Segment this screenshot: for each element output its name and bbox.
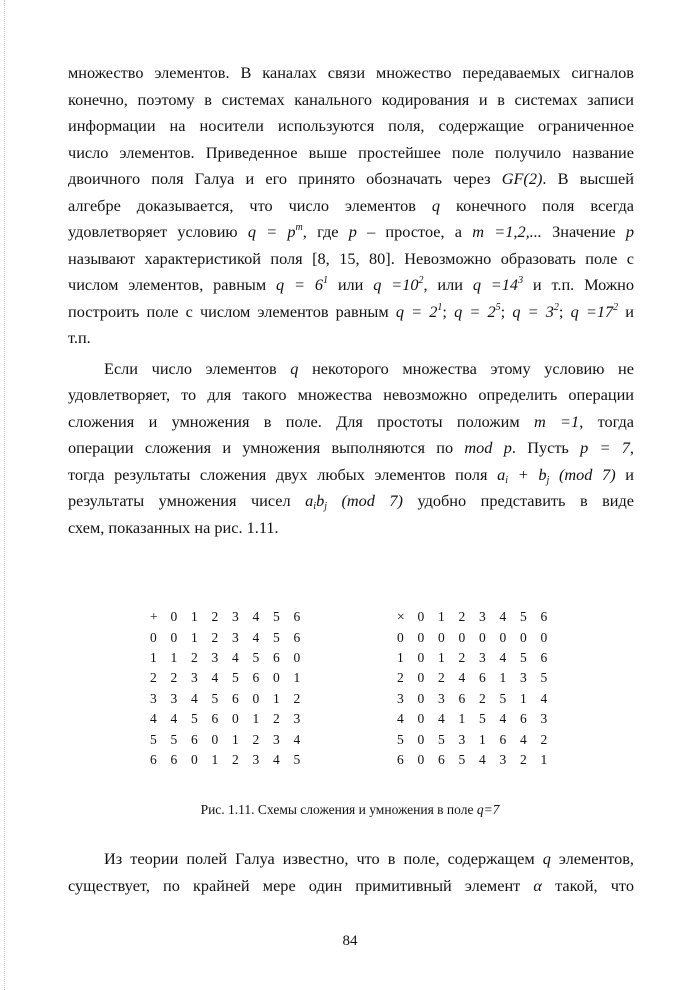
- table-cell: 5: [520, 609, 527, 625]
- table-cell: 2: [293, 690, 301, 706]
- text-line: число элементов. Приведенное выше простейшее поле получило название: [68, 142, 634, 162]
- table-cell: 5: [397, 731, 404, 747]
- table-cell: 5: [150, 731, 157, 747]
- table-cell: 0: [458, 629, 466, 645]
- table-cell: 1: [191, 629, 198, 645]
- table-cell: 0: [417, 731, 425, 747]
- table-cell: 5: [479, 711, 486, 727]
- table-cell: 6: [540, 649, 548, 665]
- table-row: [150, 648, 314, 668]
- table-cell: 5: [170, 731, 178, 747]
- table-cell: 0: [417, 609, 425, 625]
- table-cell: 5: [232, 670, 239, 686]
- table-cell: 2: [273, 711, 280, 727]
- formula: $q =14^3$: [472, 275, 524, 294]
- table-cell: 6: [479, 670, 486, 686]
- table-cell: 6: [458, 690, 466, 706]
- text-line: называют характеристикой поля [8, 15, 80]. Невозможно образовать поле с: [68, 248, 634, 268]
- formula: $a_ib_j$: [305, 491, 327, 512]
- table-cell: 2: [438, 670, 445, 686]
- table-cell: 3: [438, 690, 445, 706]
- addition-table: [150, 607, 314, 770]
- table-cell: 0: [499, 629, 507, 645]
- table-cell: 0: [417, 670, 425, 686]
- table-cell: 4: [520, 731, 527, 747]
- table-cell: 0: [150, 629, 157, 645]
- table-cell: 0: [479, 629, 486, 645]
- text-line: алгебре доказывается, что число элементов q конечного поля всегда: [68, 195, 634, 215]
- text-line: существует, по крайней мере один примитивный элемент α такой, что: [68, 875, 634, 895]
- table-cell: 0: [211, 731, 219, 747]
- formula: $q = p^m$: [247, 222, 303, 241]
- table-cell: 0: [520, 629, 527, 645]
- table-cell: 0: [293, 649, 301, 665]
- table-cell: 4: [458, 670, 466, 686]
- table-cell: 5: [252, 649, 260, 665]
- table-cell: 1: [170, 649, 178, 665]
- formula: m =1: [534, 411, 580, 431]
- formula: $q = 6^1$: [276, 275, 328, 294]
- table-cell: 3: [397, 690, 404, 706]
- formula: $q =10^2$: [373, 275, 424, 294]
- table-cell: 5: [273, 629, 280, 645]
- formula: GF(2): [501, 169, 543, 188]
- table-cell: 4: [232, 649, 239, 665]
- table-cell: 6: [293, 609, 301, 625]
- table-cell: 5: [293, 751, 301, 767]
- table-cell: 4: [252, 629, 260, 645]
- text-line: результаты умножения чисел $a_ib_j$ (mod 7) удобно представить в виде: [68, 491, 635, 512]
- table-cell: 2: [170, 670, 178, 686]
- page-number: 84: [342, 933, 358, 949]
- formula: $q = 2^1$: [395, 301, 443, 321]
- table-cell: 2: [211, 609, 219, 625]
- table-cell: 0: [397, 629, 404, 645]
- figure-caption: Рис. 1.11. Схемы сложения и умножения в поле q=7: [200, 802, 500, 817]
- formula: q: [542, 849, 551, 868]
- table-cell: 1: [211, 751, 219, 767]
- table-cell: 2: [252, 731, 260, 747]
- formula: q=7: [476, 802, 500, 817]
- table-cell: 2: [191, 649, 198, 665]
- table-row: [397, 729, 561, 749]
- table-cell: 3: [191, 670, 198, 686]
- table-cell: 3: [232, 629, 239, 645]
- table-cell: 2: [458, 609, 466, 625]
- table-cell: 3: [211, 649, 219, 665]
- table-row: [397, 709, 561, 729]
- table-cell: 4: [273, 751, 280, 767]
- table-cell: 6: [438, 751, 445, 767]
- table-cell: 0: [252, 690, 260, 706]
- table-cell: 5: [458, 751, 466, 767]
- formula: q: [431, 195, 441, 215]
- table-row: [150, 750, 314, 770]
- table-cell: 2: [540, 731, 548, 747]
- table-cell: 3: [232, 609, 239, 625]
- table-cell: 3: [170, 690, 178, 706]
- table-cell: 0: [191, 751, 198, 767]
- table-cell: 4: [540, 690, 548, 706]
- table-cell: 1: [397, 649, 404, 665]
- table-row: [397, 668, 561, 688]
- table-cell: 4: [499, 649, 507, 665]
- table-row: [150, 709, 314, 729]
- table-cell: 5: [438, 731, 445, 747]
- text-line: сложения и умножения в поле. Для простоты положим m =1, тогда: [68, 411, 634, 431]
- table-cell: 4: [252, 609, 260, 625]
- table-cell: 6: [211, 711, 219, 727]
- table-cell: 4: [499, 609, 507, 625]
- table-row: [397, 689, 561, 709]
- text-line: удовлетворяет, то для такого множества невозможно определить операции: [68, 385, 634, 404]
- table-row: [397, 627, 561, 647]
- table-cell: 5: [540, 670, 548, 686]
- table-cell: 0: [170, 629, 178, 645]
- table-cell: 0: [170, 609, 178, 625]
- text-line: Если число элементов q некоторого множества этому условию не: [104, 358, 634, 378]
- table-cell: 6: [252, 670, 260, 686]
- table-cell: 3: [520, 670, 527, 686]
- table-cell: 0: [417, 690, 425, 706]
- table-cell: 0: [417, 711, 425, 727]
- multiplication-table: [397, 607, 561, 770]
- formula: p: [625, 222, 635, 241]
- text-line: тогда результаты сложения двух любых элементов поля $a_i + b_j$ (mod 7) и: [68, 464, 635, 486]
- table-cell: +: [150, 609, 158, 625]
- table-cell: 0: [232, 711, 239, 727]
- table-cell: 2: [520, 751, 527, 767]
- table-cell: 1: [520, 690, 527, 706]
- table-row: [150, 627, 314, 647]
- table-cell: 1: [458, 711, 466, 727]
- table-cell: 4: [191, 690, 198, 706]
- table-row: [150, 729, 314, 749]
- table-cell: 1: [479, 731, 486, 747]
- table-cell: 1: [273, 690, 280, 706]
- table-cell: 6: [499, 731, 507, 747]
- table-cell: 3: [150, 690, 157, 706]
- table-cell: 0: [417, 629, 425, 645]
- table-row: [150, 668, 314, 688]
- table-cell: 1: [293, 670, 301, 686]
- formula: $q = 3^2$: [512, 301, 559, 321]
- table-cell: 4: [479, 751, 486, 767]
- table-cell: 1: [232, 731, 239, 747]
- formula: m =1,2,...: [472, 222, 542, 241]
- table-row: [150, 689, 314, 709]
- text-line: числом элементов, равным $q = 6^1$ или $q =10^2$, или $q =14^3$ и т.п. Можно: [68, 275, 634, 294]
- formula: mod p: [464, 438, 512, 457]
- formula: (mod 7): [558, 464, 616, 484]
- table-cell: 2: [232, 751, 239, 767]
- main-text: [68, 60, 634, 541]
- table-cell: 6: [540, 609, 548, 625]
- text-line: конечно, поэтому в системах канального кодирования и в системах записи: [68, 89, 634, 109]
- text-line: т.п.: [68, 328, 91, 347]
- table-cell: 6: [273, 649, 280, 665]
- table-cell: 6: [520, 711, 527, 727]
- formula: p = 7: [580, 438, 630, 457]
- table-cell: 3: [293, 711, 301, 727]
- table-cell: 4: [499, 711, 507, 727]
- formula: (mod 7): [341, 491, 403, 510]
- table-cell: 0: [417, 649, 425, 665]
- table-cell: 1: [499, 670, 507, 686]
- text-paragraph: [68, 846, 634, 899]
- table-cell: 1: [438, 649, 445, 665]
- figure-tables: [0, 607, 700, 787]
- table-cell: 5: [191, 711, 198, 727]
- formula: α: [533, 875, 542, 895]
- table-cell: 1: [150, 649, 157, 665]
- formula: $q = 2^5$: [454, 301, 501, 321]
- table-row: [397, 648, 561, 668]
- table-cell: 3: [458, 731, 466, 747]
- table-cell: 5: [499, 690, 507, 706]
- table-cell: 4: [397, 711, 404, 727]
- table-cell: 3: [479, 609, 486, 625]
- text-line: схем, показанных на рис. 1.11.: [68, 517, 279, 537]
- table-cell: 3: [273, 731, 280, 747]
- table-header-row: [150, 607, 314, 627]
- table-cell: 4: [211, 670, 219, 686]
- formula: $a_i + b_j$: [497, 464, 550, 486]
- text-line: удовлетворяет условию $q = p^m$, где p – простое, а m =1,2,... Значение p: [68, 222, 635, 241]
- table-cell: 0: [438, 629, 445, 645]
- table-cell: 1: [540, 751, 548, 767]
- table-cell: 5: [273, 609, 280, 625]
- table-cell: 2: [211, 629, 219, 645]
- text-line: информации на носители используются поля, содержащие ограниченное: [68, 116, 634, 135]
- text-line: двоичного поля Галуа и его принято обозначать через GF(2). В высшей: [68, 169, 634, 188]
- table-cell: 2: [479, 690, 486, 706]
- table-cell: 6: [170, 751, 178, 767]
- table-cell: 1: [252, 711, 260, 727]
- table-cell: ×: [397, 609, 405, 625]
- page-edge: [4, 0, 5, 990]
- table-cell: 5: [211, 690, 219, 706]
- table-cell: 4: [438, 711, 445, 727]
- text-line: Из теории полей Галуа известно, что в поле, содержащем q элементов,: [104, 849, 634, 868]
- table-cell: 3: [252, 751, 260, 767]
- table-cell: 6: [232, 690, 239, 706]
- formula: p: [348, 222, 357, 241]
- table-row: [397, 750, 561, 770]
- table-cell: 1: [191, 609, 198, 625]
- table-cell: 6: [397, 751, 404, 767]
- table-cell: 2: [397, 670, 404, 686]
- table-cell: 6: [150, 751, 157, 767]
- table-header-row: [397, 607, 561, 627]
- formula: $q =17^2$: [570, 301, 619, 321]
- table-cell: 4: [170, 711, 178, 727]
- table-cell: 0: [540, 629, 548, 645]
- table-cell: 3: [479, 649, 486, 665]
- table-cell: 5: [520, 649, 527, 665]
- formula: q: [290, 358, 299, 378]
- table-cell: 2: [150, 670, 157, 686]
- table-cell: 6: [191, 731, 198, 747]
- table-cell: 4: [293, 731, 301, 747]
- table-cell: 1: [438, 609, 445, 625]
- table-cell: 3: [540, 711, 548, 727]
- table-cell: 3: [499, 751, 507, 767]
- table-cell: 0: [417, 751, 425, 767]
- table-cell: 0: [273, 670, 280, 686]
- text-line: операции сложения и умножения выполняются по mod p. Пусть p = 7,: [68, 438, 634, 457]
- table-cell: 6: [293, 629, 301, 645]
- text-line: построить поле с числом элементов равным $q = 2^1$; $q = 2^5$; $q = 3^2$; $q =17^2$ и: [68, 301, 635, 321]
- table-cell: 4: [150, 711, 157, 727]
- text-line: множество элементов. В каналах связи множество передаваемых сигналов: [68, 63, 634, 82]
- table-cell: 2: [458, 649, 466, 665]
